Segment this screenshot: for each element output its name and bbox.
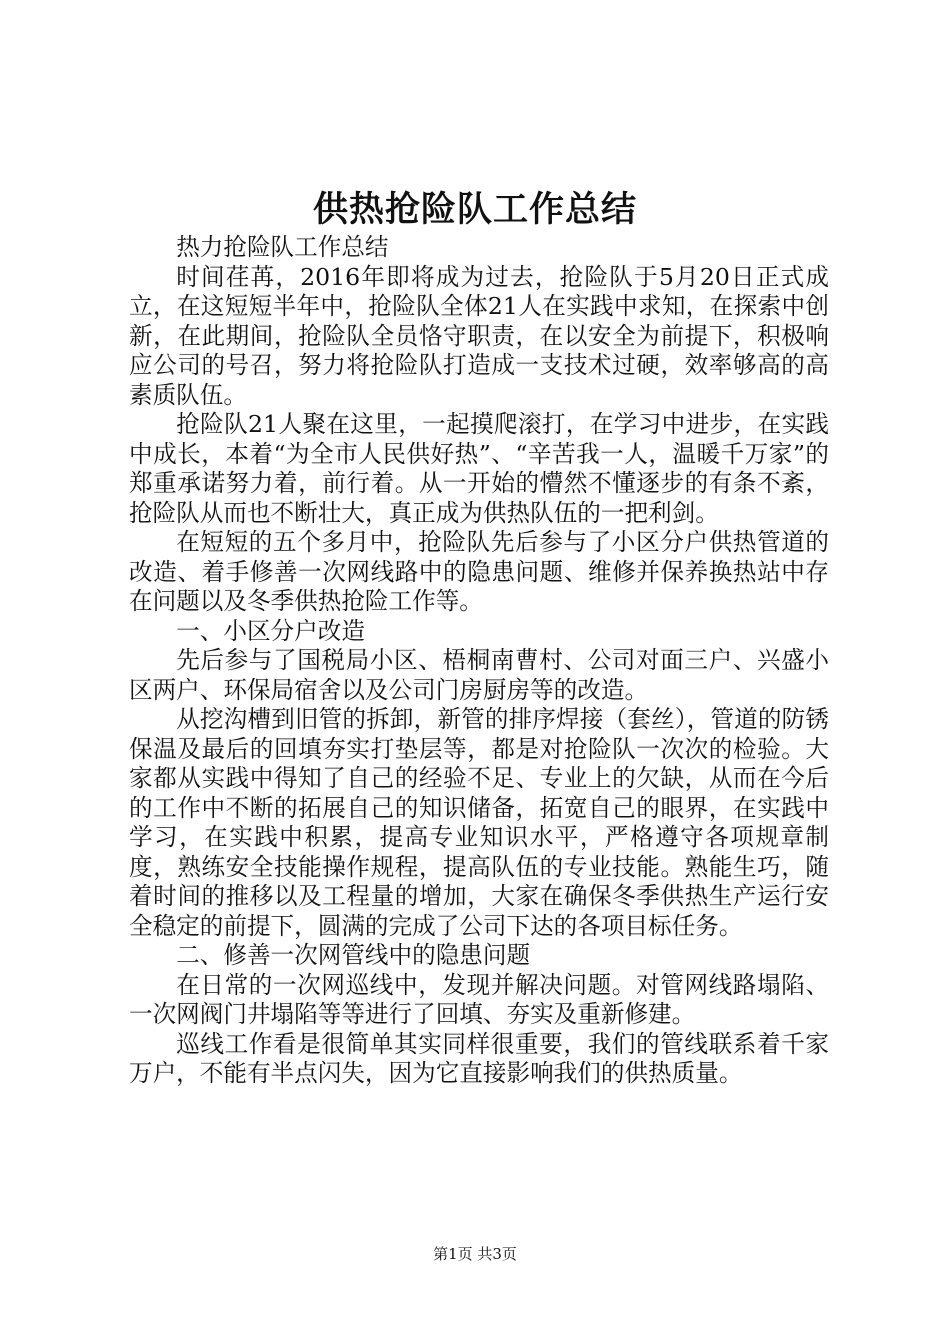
subtitle-paragraph: 热力抢险队工作总结	[176, 233, 389, 261]
body-paragraph: 抢险队21人聚在这里，一起摸爬滚打，在学习中进步，在实践中成长，本着“为全市人民供好热”、“辛苦我一人，温暖千万家”的郑重承诺努力着，前行着。从一开始的懵然不懂逐步的有条不紊，抢险队从而也不断壮大，真正成为供热队伍的一把利剑。	[129, 410, 829, 527]
body-paragraph: 在日常的一次网巡线中，发现并解决问题。对管网线路塌陷、一次网阀门井塌陷等等进行了回填、夯实及重新修建。	[129, 970, 829, 1028]
document-body	[129, 233, 829, 1089]
document-title: 供热抢险队工作总结	[312, 189, 637, 230]
section-heading: 二、修善一次网管线中的隐患问题	[176, 941, 531, 969]
body-paragraph: 先后参与了国税局小区、梧桐南曹村、公司对面三户、兴盛小区两户、环保局宿舍以及公司门房厨房等的改造。	[129, 646, 829, 704]
body-paragraph: 在短短的五个多月中，抢险队先后参与了小区分户供热管道的改造、着手修善一次网线路中的隐患问题、维修并保养换热站中存在问题以及冬季供热抢险工作等。	[129, 528, 829, 615]
section-heading: 一、小区分户改造	[176, 616, 365, 645]
body-paragraph: 巡线工作看是很简单其实同样很重要，我们的管线联系着千家万户，不能有半点闪失，因为它直接影响我们的供热质量。	[129, 1029, 829, 1087]
body-paragraph: 从挖沟槽到旧管的拆卸，新管的排序焊接（套丝），管道的防锈保温及最后的回填夯实打垫层等，都是对抢险队一次次的检验。大家都从实践中得知了自己的经验不足、专业上的欠缺，从而在今后的工作中不断的拓展自己的知识储备，拓宽自己的眼界，在实践中学习，在实践中积累，提高专业知识水平，严格遵守各项规章制度，熟练安全技能操作规程，提高队伍的专业技能。熟能生巧，随着时间的推移以及工程量的增加，大家在确保冬季供热生产运行安全稳定的前提下，圆满的完成了公司下达的各项目标任务。	[129, 705, 829, 940]
page-number-footer: 第1页 共3页	[433, 1245, 517, 1263]
body-paragraph: 时间荏苒，2016年即将成为过去，抢险队于5月20日正式成立，在这短短半年中，抢险队全体21人在实践中求知，在探索中创新，在此期间，抢险队全员恪守职责，在以安全为前提下，积极响应公司的号召，努力将抢险队打造成一支技术过硬，效率够高的高素质队伍。	[129, 262, 829, 409]
